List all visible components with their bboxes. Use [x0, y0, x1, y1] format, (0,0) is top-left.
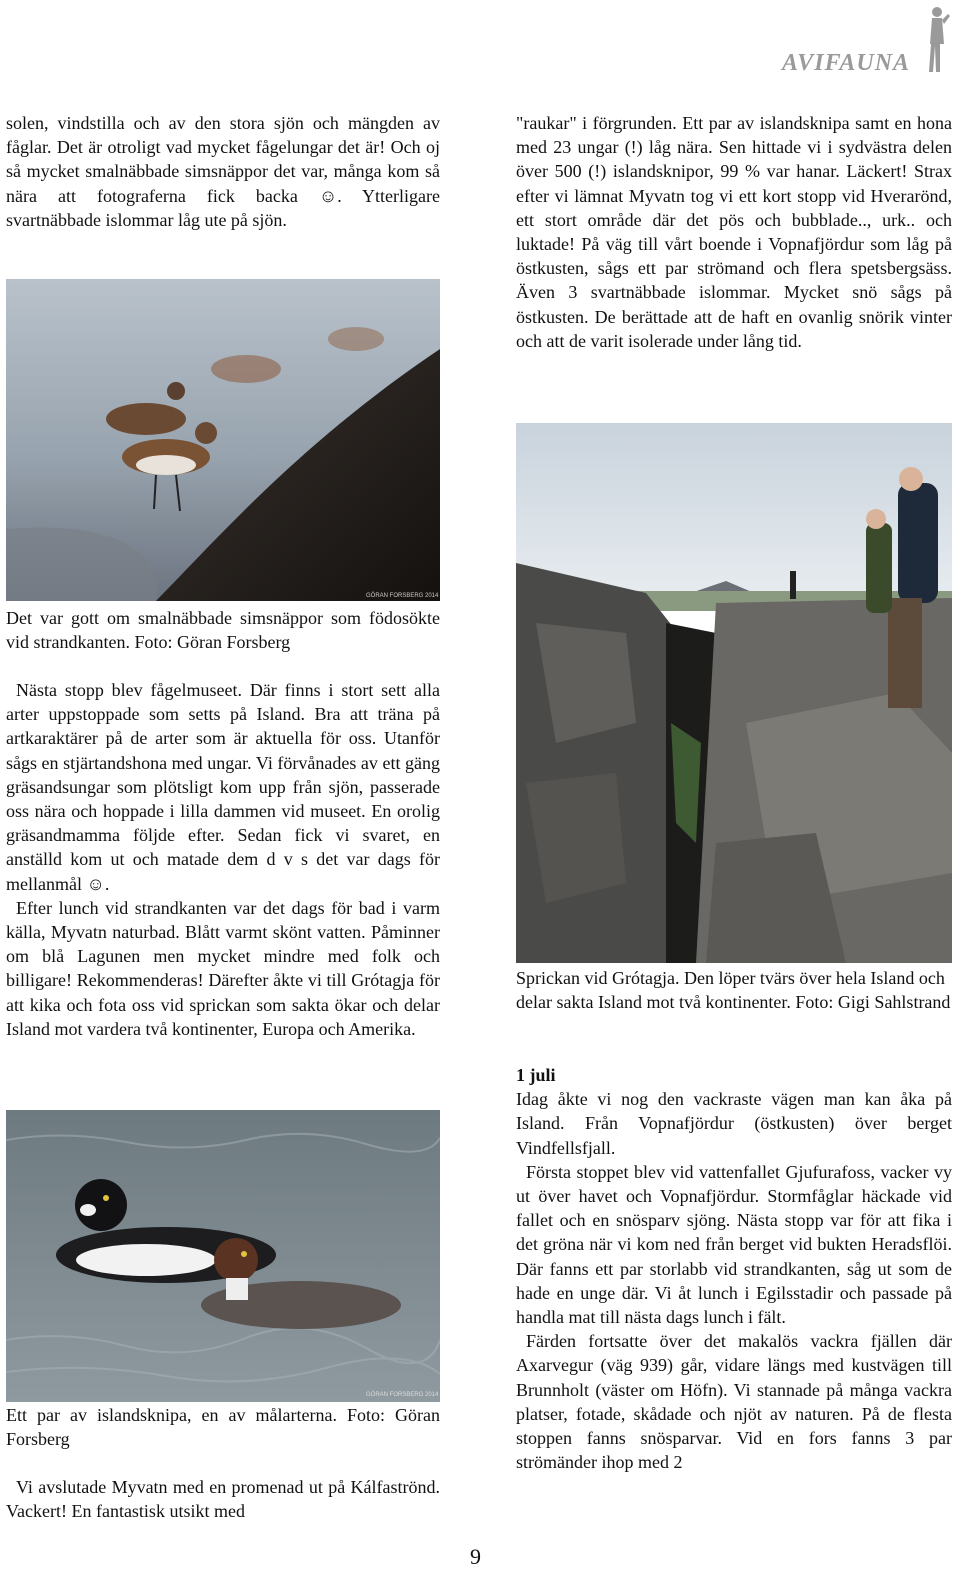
caption-goldeneyes: Ett par av islandsknipa, en av målarterna. Foto: Göran Forsberg	[6, 1405, 440, 1449]
sandpipers-watermark: GÖRAN FORSBERG 2014	[366, 593, 439, 599]
right-paragraph-1	[516, 111, 952, 353]
right-text-1: "raukar" i förgrunden. Ett par av islandsknipa samt en hona med 23 ungar (!) låg nära. Sen hittade vi i sydvästra delen över 500 (!) islandsknipor, 99 % var hanar. Läckert! Strax efter vi lämnat Myvatn tog vi ett kort stopp vid Hverarönd, ett stort område där det pös och bubblade.., urk.. och luktade! På väg till vårt boende i Vopnafjördur som låg på östkusten, sågs ett par strömand och flera spetsbergsäss. Även 3 svartnäbbade islommar. Mycket snö sågs på östkusten. De berättade att de haft en ovanlig snörik vinter och att de varit isolerade under lång tid.	[516, 113, 952, 351]
right-section-1-juli	[516, 1063, 952, 1474]
grotagja-fissure-photo	[516, 423, 952, 963]
right-text-4: Färden fortsatte över det makalös vackra fjällen där Axarvegur (väg 939) går, vidare längs med kustvägen till Brunnholt (väster om Höfn). Vi stannade på många vackra platser, fotade, skådade och njöt av naturen. På de flesta stoppen fanns snösparvar. Vid en fors fanns 3 par strömänder ihop med 2	[516, 1331, 952, 1473]
left-paragraph-2	[6, 678, 440, 1041]
goldeneyes-photo	[6, 1110, 440, 1402]
right-text-3: Första stoppet blev vid vattenfallet Gjufurafoss, vacker vy ut över havet och Vopnafjördur. Stormfåglar häckade vid fallet och en snösparv sjöng. Nästa stopp var för att fika i det gröna när vi kom ned från berget vid bukten Heradsflöi. Där fanns ett par storlabb vid strandkanten, såg ut som de hade en unge där. Vi åt lunch i Egilsstadir och passade på handla mat till nästa dags lunch i fält.	[516, 1161, 952, 1328]
left-text-2: Nästa stopp blev fågelmuseet. Där finns i stort sett alla arter uppstoppade som setts på Island. Bra att träna på artkaraktärer på de arter som är aktuella för oss. Utanför sågs en stjärtandshona med ungar. Vi förvånades av ett gäng gräsandsungar som plötsligt kom upp från sjön, passerade oss nära och hoppade i lilla dammen vid museet. En orolig gräsandmamma följde efter. Sedan fick vi svaret, en anställd kom ut och matade dem d v s det var dags för mellanmål ☺.	[6, 680, 440, 894]
caption-grotagja: Sprickan vid Grótagja. Den löper tvärs över hela Island och delar sakta Island mot två kontinenter. Foto: Gigi Sahlstrand	[516, 968, 951, 1012]
page-number: 9	[470, 1544, 481, 1569]
left-paragraph-1	[6, 111, 440, 232]
left-caption-1	[6, 606, 440, 654]
avifauna-logo	[782, 4, 952, 76]
left-caption-2	[6, 1403, 440, 1451]
bird-watcher-icon	[922, 4, 952, 74]
goldeneyes-watermark: GÖRAN FORSBERG 2014	[366, 1392, 439, 1398]
right-text-2: Idag åkte vi nog den vackraste vägen man kan åka på Island. Från Vopnafjördur (östkusten) över berget Vindfellsfjall.	[516, 1089, 952, 1158]
left-text-3: Efter lunch vid strandkanten var det dags för bad i varm källa, Myvatn naturbad. Blått varmt skönt vatten. Påminner om blå Lagunen men mycket mindre med folk och billigare! Rekommenderas! Därefter åkte vi till Grótagja för att kika och fota oss vid sprickan som sakta ökar och delar Island mot vardera två kontinenter, Europa och Amerika.	[6, 897, 440, 1039]
left-paragraph-4	[6, 1475, 440, 1523]
left-text-1: solen, vindstilla och av den stora sjön och mängden av fåglar. Det är otroligt vad mycket fågelungar det är! Och oj så mycket smalnäbbade simsnäppor det var, många kom så nära att fotograferna fick backa ☺. Ytterligare svartnäbbade islommar låg ute på sjön.	[6, 113, 440, 230]
logo-text: AVIFAUNA	[782, 50, 911, 76]
date-heading: 1 juli	[516, 1065, 556, 1085]
left-text-4: Vi avslutade Myvatn med en promenad ut på Kálfaströnd. Vackert! En fantastisk utsikt med	[6, 1477, 440, 1522]
right-caption	[516, 966, 956, 1014]
caption-sandpipers: Det var gott om smalnäbbade simsnäppor som födosökte vid strandkanten. Foto: Göran Forsberg	[6, 608, 440, 652]
sandpipers-photo	[6, 279, 440, 601]
